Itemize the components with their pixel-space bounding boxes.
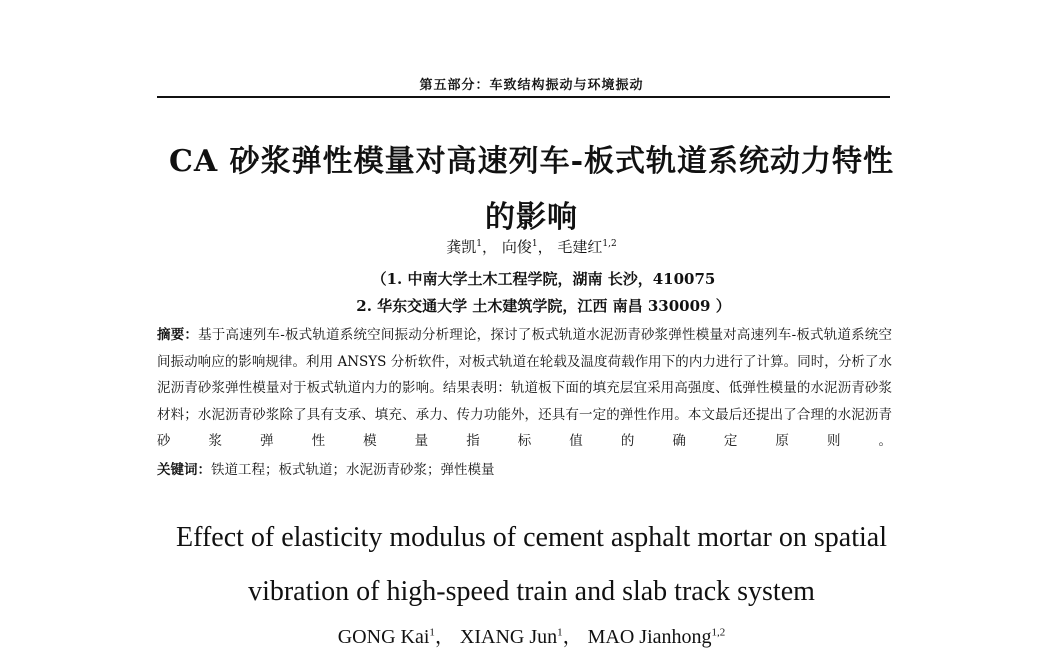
author-en-name: MAO Jianhong	[587, 626, 712, 648]
author-en-name: XIANG Jun	[459, 626, 558, 648]
title-zh-line2: 的影响	[485, 200, 578, 235]
keywords	[157, 458, 892, 478]
keywords-label: 关键词：	[157, 462, 211, 478]
author-zh-affiliation-mark: 1	[531, 239, 538, 249]
abstract	[157, 322, 892, 455]
author-zh-affiliation-mark: 1,2	[602, 239, 617, 249]
author-en-affiliation-mark: 1	[557, 626, 563, 639]
header-rule	[157, 96, 890, 98]
author-en-separator: ，	[562, 626, 583, 648]
author-zh-name: 毛建红	[557, 238, 603, 256]
author-en-separator: ，	[434, 626, 455, 648]
author-zh-separator: ，	[537, 238, 553, 256]
author-zh-name: 龚凯	[446, 238, 477, 256]
author-en-affiliation-mark: 1	[429, 626, 435, 639]
title-zh-line1: CA 砂浆弹性模量对高速列车-板式轨道系统动力特性	[168, 144, 895, 179]
affiliation-2: 2. 华东交通大学 土木建筑学院，江西 南昌 330009 ）	[356, 297, 731, 315]
abstract-label: 摘要：	[157, 327, 199, 343]
abstract-text: 基于高速列车-板式轨道系统空间振动分析理论，探讨了板式轨道水泥沥青砂浆弹性模量对高速列车-板式轨道系统空间振动响应的影响规律。利用 ANSYS 分析软件，对板式轨道在轮载及温度荷载作用下的内力进行了计算。同时，分析了水泥沥青砂浆弹性模量对于板式轨道内力的影响。结果表明：轨道板下面的填充层宜采用高强度、低弹性模量的水泥沥青砂浆材料；水泥沥青砂浆除了具有支承、填充、承力、传力功能外，还具有一定的弹性作用。本文最后还提出了合理的水泥沥青砂浆弹性模量指标值的确定原则。	[157, 327, 892, 449]
author-en-affiliation-mark: 1,2	[711, 626, 726, 639]
title-en-line2: vibration of high-speed train and slab track system	[248, 576, 815, 607]
authors-zh	[0, 236, 1063, 257]
running-head: 第五部分：车致结构振动与环境振动	[419, 78, 644, 93]
author-en-name: GONG Kai	[337, 626, 430, 648]
keywords-text: 铁道工程；板式轨道；水泥沥青砂浆；弹性模量	[211, 462, 495, 478]
title-en-line1: Effect of elasticity modulus of cement asphalt mortar on spatial	[176, 522, 887, 553]
author-zh-separator: ，	[482, 238, 498, 256]
author-zh-name: 向俊	[501, 238, 532, 256]
affiliation-1: （1. 中南大学土木工程学院，湖南 长沙，410075	[371, 270, 716, 288]
author-zh-affiliation-mark: 1	[476, 239, 483, 249]
